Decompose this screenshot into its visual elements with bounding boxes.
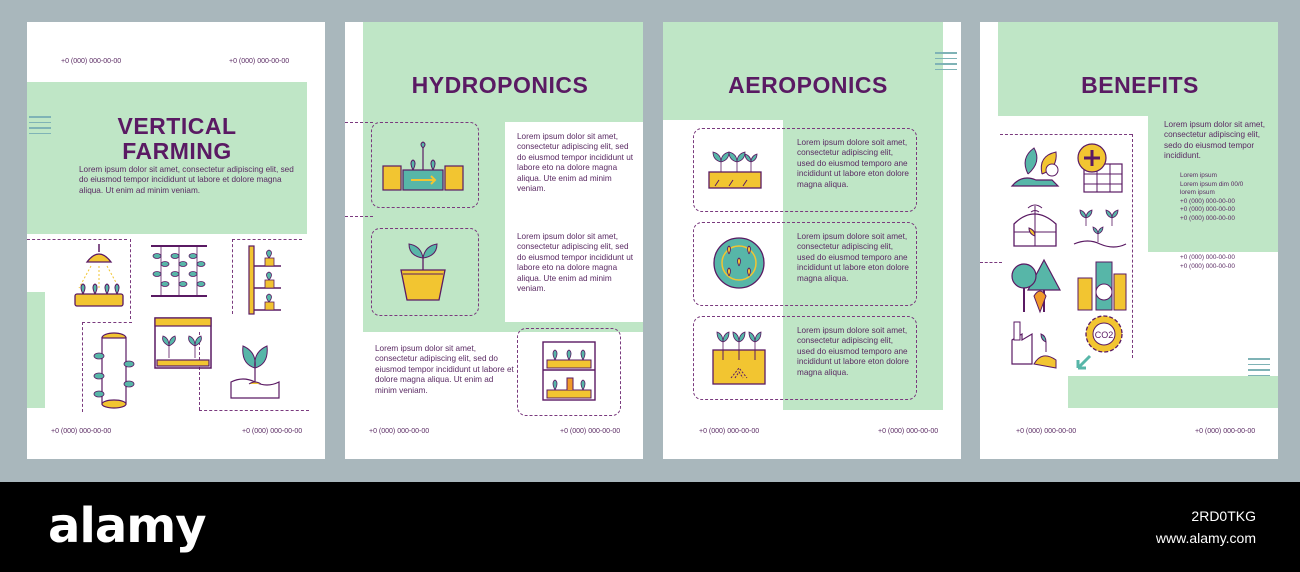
stripes-decoration (1248, 358, 1270, 380)
text-block-2: Lorem ipsum dolore soit amet, consectetur adipiscing elit, used do eiusmod temporo ane incididunt ut labore eton dolore magna aliqua. (797, 232, 909, 283)
city-eco-icon (1074, 258, 1130, 314)
hydroponic-system-icon (381, 140, 465, 194)
potted-seedling-icon (389, 242, 457, 306)
title-line-2: FARMING (122, 138, 232, 164)
contact-line: Lorem ipsum dim 00/0 (1180, 180, 1244, 188)
dashed-line (980, 262, 1002, 263)
intro-text: Lorem ipsum dolor sit amet, consectetur adipiscing elit, sed do eiusmod tempor incididunt ut labore et dolore magna aliqua. Ut enim ad minim veniam. (79, 165, 294, 195)
benefits-text: Lorem ipsum dolor sit amet, consectetur adipiscing elit, sedo do eiusmod tempor incididunt. (1164, 120, 1266, 161)
page-title: BENEFITS (1081, 72, 1199, 98)
contact-line: +0 (000) 000-00-00 (1180, 214, 1235, 222)
contact-line: +0 (000) 000-00-00 (1180, 206, 1235, 214)
co2-reduction-icon (1074, 312, 1130, 370)
title-green-block (663, 22, 943, 120)
greenhouse-icon (1008, 202, 1062, 250)
contact-lines (1180, 172, 1243, 224)
footer-url: www.alamy.com (1155, 530, 1256, 546)
contact-line: +0 (000) 000-00-00 (1180, 254, 1235, 261)
stripes-decoration (935, 52, 957, 74)
dashed-line (345, 122, 373, 123)
phone-bottom-left: +0 (000) 000-00-00 (51, 428, 112, 435)
seedling-shelf-icon (539, 340, 599, 402)
water-plant-icon (227, 338, 283, 402)
extra-phones (1180, 254, 1235, 271)
text-block-2: Lorem ipsum dolor sit amet, consectetur adipiscing elit, sed do eiusmod tempor incididunt ut labore eto na dolore magna aliqua. Ute enim ad minim veniam. (517, 232, 634, 294)
tower-garden-icon (89, 330, 139, 410)
page-title: AEROPONICS (728, 72, 888, 98)
contact-line: +0 (000) 000-00-00 (1180, 197, 1235, 205)
aeroponic-sphere-icon (711, 234, 767, 292)
dashed-line (232, 239, 302, 240)
dashed-line (82, 322, 83, 412)
health-grid-icon (1072, 140, 1126, 196)
window-shelf-icon (151, 314, 215, 372)
dashed-line (1132, 134, 1133, 358)
phone-top-left: +0 (000) 000-00-00 (61, 58, 122, 65)
contact-line: Lorem ipsum (1180, 172, 1217, 179)
brochure-page-benefits (980, 22, 1278, 459)
grow-lamp-icon (67, 244, 131, 314)
alamy-logo: alamy (48, 498, 206, 554)
text-block-1: Lorem ipsum dolor sit amet, consectetur adipiscing elit, sed do eiusmod tempor incididunt ut labore eto na dolore magna aliqua. Ute enim ad minim veniam. (517, 132, 634, 194)
wall-shelf-icon (245, 244, 285, 316)
phone-top-right: +0 (000) 000-00-00 (229, 58, 290, 65)
dashed-line (82, 322, 132, 323)
phone-bottom-left: +0 (000) 000-00-00 (699, 428, 760, 435)
brochure-page-aeroponics (663, 22, 961, 459)
brochure-page-vertical-farming (27, 22, 325, 459)
seedlings-rows-icon (1072, 204, 1128, 250)
phone-bottom-right: +0 (000) 000-00-00 (878, 428, 939, 435)
seedling-tray-icon (705, 146, 765, 192)
page-title: HYDROPONICS (411, 72, 589, 98)
title-green-block (998, 22, 1278, 116)
eco-hand-icon (1008, 140, 1064, 196)
forest-icon (1008, 256, 1064, 316)
text-block-3: Lorem ipsum dolore soit amet, consectetur adipiscing elit, used do eiusmod temporo ane incididunt ut labore eton dolore magna aliqua. (797, 326, 909, 377)
stripes-decoration (29, 116, 51, 138)
page-title (67, 114, 287, 164)
text-block-1: Lorem ipsum dolore soit amet, consectetur adipiscing elit, used do eiusmod temporo ane incididunt ut labore eton dolore magna aliqua. (797, 138, 909, 189)
contact-line: +0 (000) 000-00-00 (1180, 262, 1235, 270)
dashed-line (345, 216, 373, 217)
green-bottom-block (1068, 376, 1278, 408)
hanging-plants-icon (149, 242, 209, 300)
phone-bottom-right: +0 (000) 000-00-00 (242, 428, 303, 435)
factory-farm-icon (1008, 314, 1064, 370)
title-line-1: VERTICAL (117, 113, 237, 139)
phone-bottom-left: +0 (000) 000-00-00 (1016, 428, 1077, 435)
text-block-3: Lorem ipsum dolor sit amet, consectetur adipiscing elit, sed do eiusmod tempor incididunt ut labore et dolore magna aliqua. Ut enim ad minim veniam. (375, 344, 514, 395)
dashed-line (27, 239, 127, 240)
phone-bottom-left: +0 (000) 000-00-00 (369, 428, 430, 435)
dashed-line (199, 410, 309, 411)
phone-bottom-right: +0 (000) 000-00-00 (1195, 428, 1256, 435)
svg-text:CO2: CO2 (1094, 330, 1114, 340)
dashed-line (1000, 134, 1132, 135)
misting-roots-icon (709, 330, 769, 388)
dashed-line (232, 239, 233, 314)
phone-bottom-right: +0 (000) 000-00-00 (560, 428, 621, 435)
contact-line: lorem ipsum (1180, 189, 1215, 197)
side-green-strip (27, 292, 45, 408)
image-code: 2RD0TKG (1191, 508, 1256, 524)
brochure-page-hydroponics (345, 22, 643, 459)
